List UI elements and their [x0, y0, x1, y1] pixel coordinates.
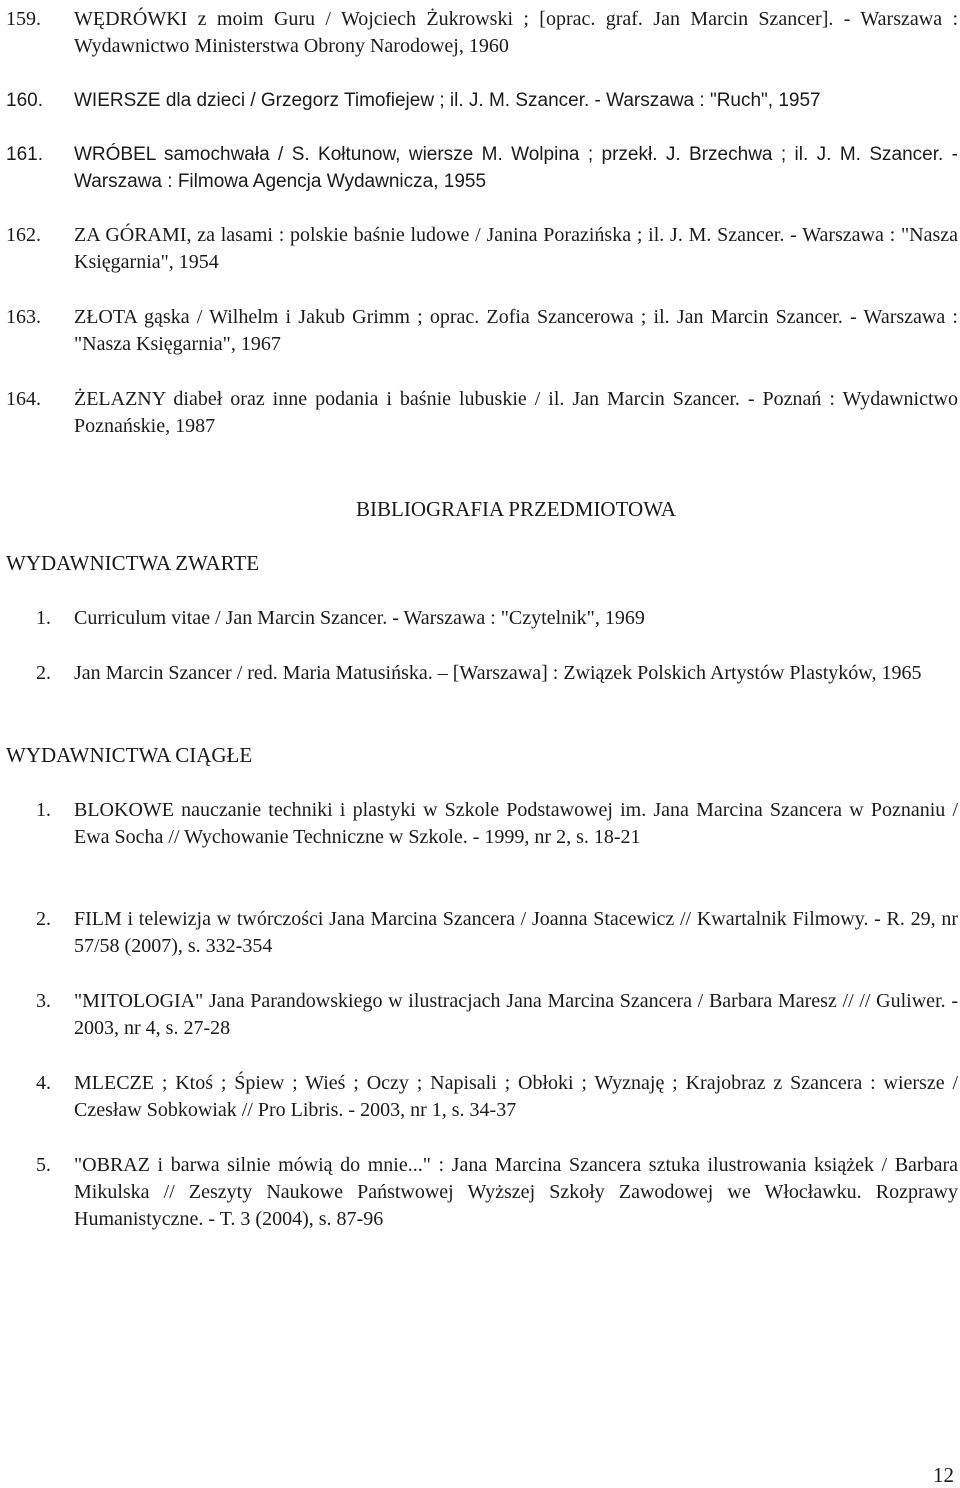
entry-text: Curriculum vitae / Jan Marcin Szancer. - Warszawa : "Czytelnik", 1969	[74, 607, 645, 629]
entry-number: 2.	[36, 908, 51, 930]
entry-text: WRÓBEL samochwała / S. Kołtunow, wiersze M. Wolpina ; przekł. J. Brzechwa ; il. J. M. Szancer. - Warszawa : Filmowa Agencja Wydawnicza, 1955	[74, 144, 958, 192]
entry-number: 164.	[6, 388, 41, 410]
entry-text: ŻELAZNY diabeł oraz inne podania i baśnie lubuskie / il. Jan Marcin Szancer. - Poznań : Wydawnictwo Poznańskie, 1987	[74, 388, 958, 437]
ciagle-entry-1	[6, 797, 958, 851]
bib-entry-160	[6, 87, 958, 114]
entry-number: 161.	[6, 144, 43, 165]
entry-text: "MITOLOGIA" Jana Parandowskiego w ilustracjach Jana Marcina Szancera / Barbara Maresz // // Guliwer. - 2003, nr 4, s. 27-28	[74, 990, 958, 1039]
zwarte-entry-1	[6, 605, 958, 632]
ciagle-entry-3	[6, 988, 958, 1042]
section-heading-ciagle: WYDAWNICTWA CIĄGŁE	[6, 743, 253, 767]
ciagle-entry-5	[6, 1152, 958, 1233]
bib-entry-164	[6, 386, 958, 440]
page-number: 12	[933, 1463, 954, 1487]
zwarte-entry-2	[6, 660, 958, 687]
entry-text: WIERSZE dla dzieci / Grzegorz Timofiejew ; il. J. M. Szancer. - Warszawa : "Ruch", 1957	[74, 90, 821, 111]
bib-entry-161	[6, 141, 958, 195]
ciagle-entry-2	[6, 906, 958, 960]
entry-text: "OBRAZ i barwa silnie mówią do mnie..." : Jana Marcina Szancera sztuka ilustrowania książek / Barbara Mikulska // Zeszyty Naukowe Państwowej Wyższej Szkoły Zawodowej we Włocławku. Rozprawy Humanistyczne. - T. 3 (2004), s. 87-96	[74, 1154, 958, 1230]
section-heading-zwarte: WYDAWNICTWA ZWARTE	[6, 551, 260, 575]
entry-text: BLOKOWE nauczanie techniki i plastyki w Szkole Podstawowej im. Jana Marcina Szancera w Poznaniu / Ewa Socha // Wychowanie Techniczne w Szkole. - 1999, nr 2, s. 18-21	[74, 799, 958, 848]
bib-entry-159	[6, 6, 958, 60]
entry-number: 4.	[36, 1072, 51, 1094]
entry-number: 3.	[36, 990, 51, 1012]
entry-number: 163.	[6, 306, 41, 328]
entry-number: 160.	[6, 90, 43, 111]
entry-text: FILM i telewizja w twórczości Jana Marcina Szancera / Joanna Stacewicz // Kwartalnik Filmowy. - R. 29, nr 57/58 (2007), s. 332-354	[74, 908, 958, 957]
entry-number: 5.	[36, 1154, 51, 1176]
entry-number: 162.	[6, 224, 41, 246]
entry-text: Jan Marcin Szancer / red. Maria Matusińska. – [Warszawa] : Związek Polskich Artystów Plastyków, 1965	[74, 662, 922, 684]
entry-number: 1.	[36, 607, 51, 629]
bib-entry-163	[6, 304, 958, 358]
entry-number: 2.	[36, 662, 51, 684]
section-heading-bibliography: BIBLIOGRAFIA PRZEDMIOTOWA	[356, 497, 676, 521]
bib-entry-162	[6, 222, 958, 276]
entry-text: ZA GÓRAMI, za lasami : polskie baśnie ludowe / Janina Porazińska ; il. J. M. Szancer. - Warszawa : "Nasza Księgarnia", 1954	[74, 224, 958, 273]
entry-text: MLECZE ; Ktoś ; Śpiew ; Wieś ; Oczy ; Napisali ; Obłoki ; Wyznaję ; Krajobraz z Szancera : wiersze / Czesław Sobkowiak // Pro Libris. - 2003, nr 1, s. 34-37	[74, 1072, 958, 1121]
entry-number: 1.	[36, 799, 51, 821]
entry-text: ZŁOTA gąska / Wilhelm i Jakub Grimm ; oprac. Zofia Szancerowa ; il. Jan Marcin Szancer. - Warszawa : "Nasza Księgarnia", 1967	[74, 306, 958, 355]
entry-number: 159.	[6, 8, 41, 30]
entry-text: WĘDRÓWKI z moim Guru / Wojciech Żukrowski ; [oprac. graf. Jan Marcin Szancer]. - Warszawa : Wydawnictwo Ministerstwa Obrony Narodowej, 1960	[74, 8, 958, 57]
ciagle-entry-4	[6, 1070, 958, 1124]
